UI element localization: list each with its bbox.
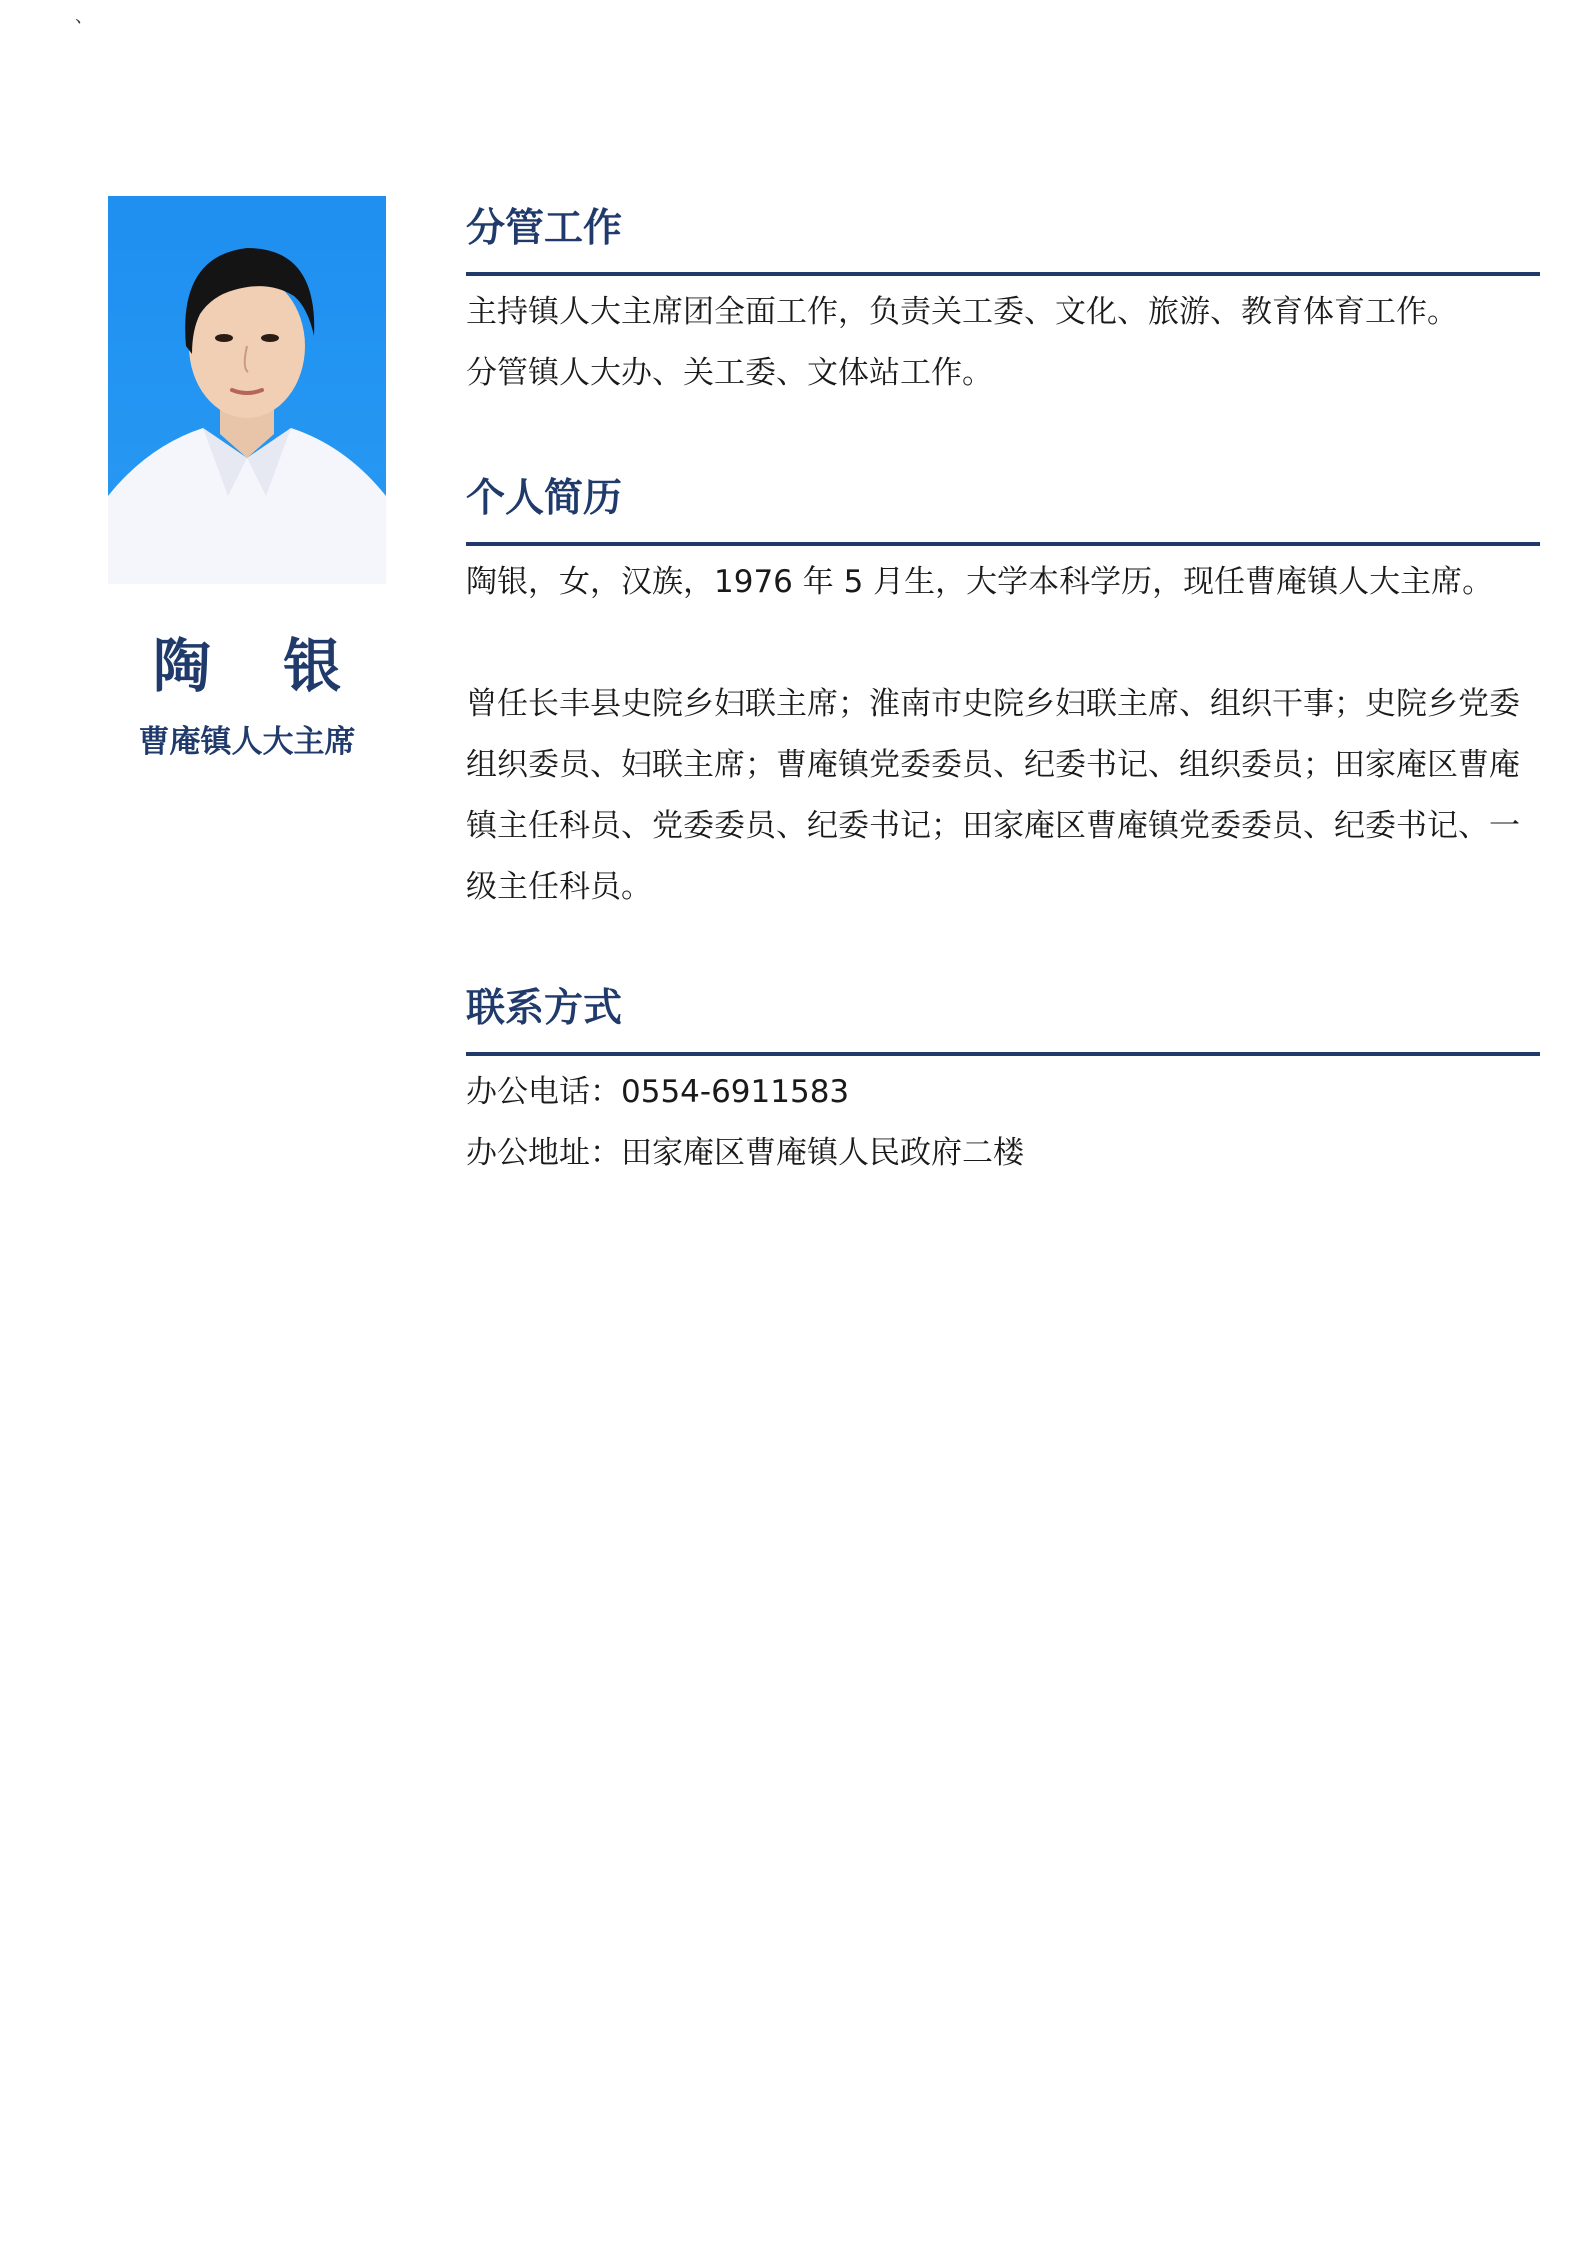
profile-column bbox=[108, 196, 386, 761]
contact-address: 办公地址：田家庵区曹庵镇人民政府二楼 bbox=[466, 1135, 1024, 1171]
section-title-contact: 联系方式 bbox=[466, 986, 623, 1031]
section-resume bbox=[466, 470, 1540, 918]
section-title-duties: 分管工作 bbox=[466, 206, 623, 251]
section-duties bbox=[466, 200, 1540, 404]
section-body-duties bbox=[466, 282, 1540, 404]
section-divider bbox=[466, 542, 1540, 546]
person-name: 陶 银 bbox=[152, 632, 368, 700]
resume-history: 曾任长丰县史院乡妇联主席；淮南市史院乡妇联主席、组织干事；史院乡党委组织委员、妇联主席；曹庵镇党委委员、纪委书记、组织委员；田家庵区曹庵镇主任科员、党委委员、纪委书记；田家庵区曹庵镇党委委员、纪委书记、一级主任科员。 bbox=[466, 686, 1520, 905]
person-position: 曹庵镇人大主席 bbox=[138, 723, 356, 760]
contact-phone: 办公电话：0554-6911583 bbox=[466, 1074, 850, 1110]
section-contact bbox=[466, 980, 1540, 1184]
resume-intro: 陶银，女，汉族，1976 年 5 月生，大学本科学历，现任曹庵镇人大主席。 bbox=[466, 564, 1494, 600]
portrait-illustration bbox=[108, 196, 386, 584]
paragraph-gap bbox=[466, 613, 1540, 674]
section-divider bbox=[466, 1052, 1540, 1056]
details-column bbox=[466, 200, 1540, 1184]
profile-photo bbox=[108, 196, 386, 584]
corner-mark: 、 bbox=[75, 6, 93, 27]
section-body-resume bbox=[466, 552, 1540, 918]
section-divider bbox=[466, 272, 1540, 276]
duties-line: 分管镇人大办、关工委、文体站工作。 bbox=[466, 355, 993, 391]
duties-line: 主持镇人大主席团全面工作，负责关工委、文化、旅游、教育体育工作。 bbox=[466, 294, 1458, 330]
section-body-contact bbox=[466, 1062, 1540, 1184]
section-title-resume: 个人简历 bbox=[466, 476, 623, 521]
